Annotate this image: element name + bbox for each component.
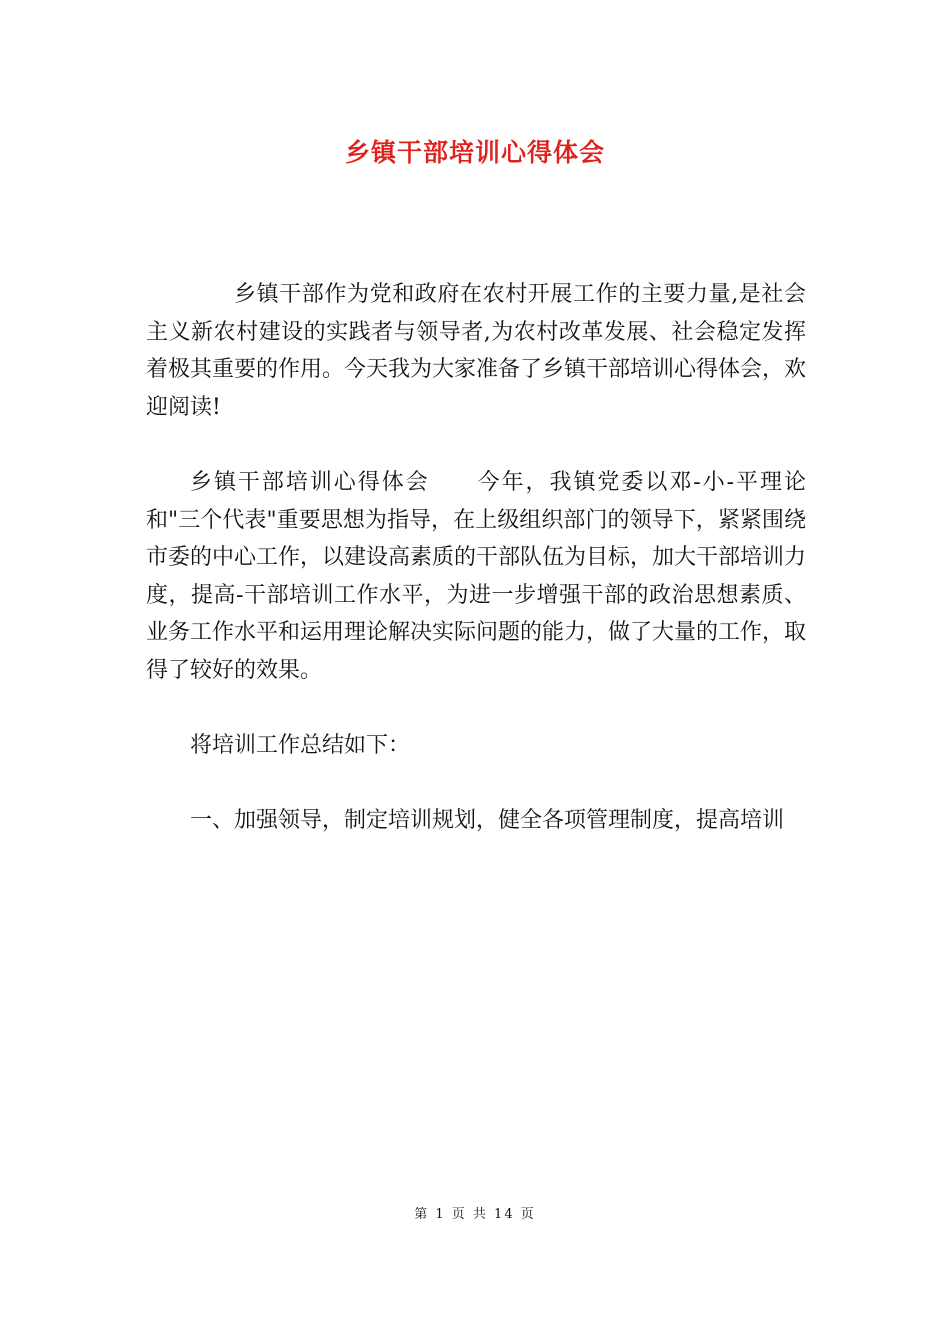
paragraph-intro: 乡镇干部作为党和政府在农村开展工作的主要力量,是社会主义新农村建设的实践者与领导者,为农村改革发展、社会稳定发挥着极其重要的作用。今天我为大家准备了乡镇干部培训心得体会，欢迎阅读! [146,282,807,420]
paragraph-section-one: 一、加强领导，制定培训规划，健全各项管理制度，提高培训 [190,808,785,834]
document-body [146,276,806,840]
page-footer: 第 1 页 共 14 页 [414,1207,536,1222]
paragraph-summary: 乡镇干部培训心得体会 今年，我镇党委以邓-小-平理论和"三个代表"重要思想为指导，在上级组织部门的领导下，紧紧围绕市委的中心工作，以建设高素质的干部队伍为目标，加大干部培训力度，提高-干部培训工作水平，为进一步增强干部的政治思想素质、业务工作水平和运用理论解决实际问题的能力，做了大量的工作，取得了较好的效果。 [146,469,807,683]
paragraph-summary-lead: 将培训工作总结如下： [190,733,411,759]
document-title: 乡镇干部培训心得体会 [344,138,605,167]
